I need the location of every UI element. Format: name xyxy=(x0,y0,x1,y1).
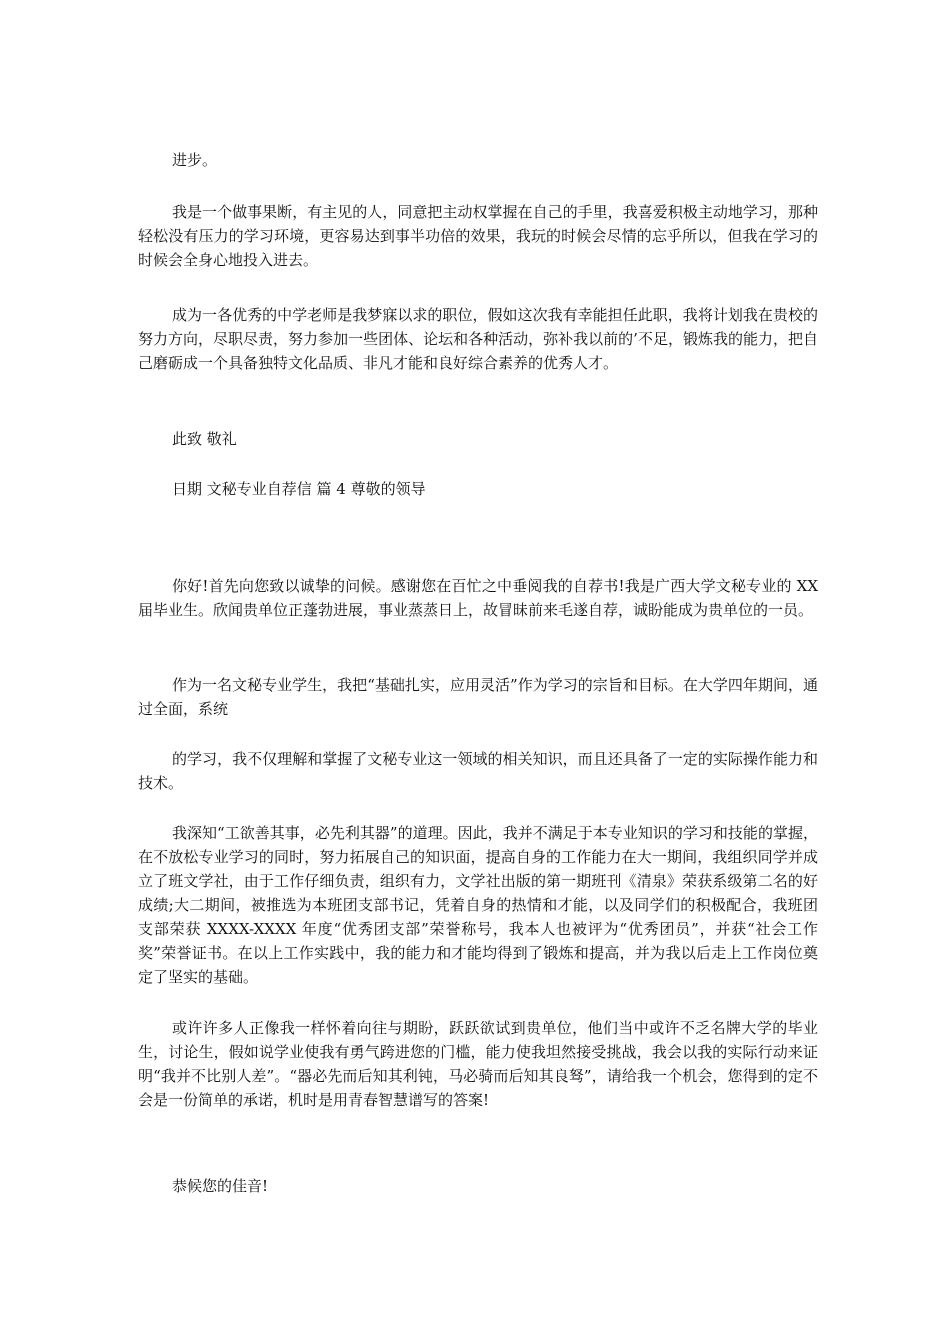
paragraph-closing: 恭候您的佳音! xyxy=(172,1177,269,1195)
paragraph-personality: 我是一个做事果断，有主见的人，同意把主动权掌握在自己的手里，我喜爱积极主动地学习，那种轻松没有压力的学习环境，更容易达到事半功倍的效果，我玩的时候会尽情的忘乎所以，但我在学习的时候会全身心地投入进去。 xyxy=(138,203,818,269)
paragraph-study-result: 的学习，我不仅理解和掌握了文秘专业这一领域的相关知识，而且还具备了一定的实际操作能力和技术。 xyxy=(138,750,818,792)
paragraph-progress: 进步。 xyxy=(172,151,218,169)
paragraph-salutation: 此致 敬礼 xyxy=(172,430,237,448)
paragraph-date-heading: 日期 文秘专业自荐信 篇 4 尊敬的领导 xyxy=(172,480,426,498)
paragraph-study-aim: 作为一名文秘专业学生，我把“基础扎实，应用灵活”作为学习的宗旨和目标。在大学四年期间，通过全面，系统 xyxy=(138,676,818,718)
paragraph-experience: 我深知“工欲善其事，必先利其器”的道理。因此，我并不满足于本专业知识的学习和技能的掌握，在不放松专业学习的同时，努力拓展自己的知识面，提高自身的工作能力在大一期间，我组织同学并成立了班文学社，由于工作仔细负责，组织有力，文学社出版的第一期班刊《清泉》荣获系级第二名的好成绩;大二期间，被推选为本班团支部书记，凭着自身的热情和才能，以及同学们的积极配合，我班团支部荣获 XXXX-XXXX 年度“优秀团支部”荣誉称号，我本人也被评为“优秀团员”，并获“社会工作奖”荣誉证书。在以上工作实践中，我的能力和才能均得到了锻炼和提高，并为我以后走上工作岗位奠定了坚实的基础。 xyxy=(138,824,818,986)
paragraph-request: 或许许多人正像我一样怀着向往与期盼，跃跃欲试到贵单位，他们当中或许不乏名牌大学的毕业生，讨论生，假如说学业使我有勇气跨进您的门槛，能力使我坦然接受挑战，我会以我的实际行动来证明“我并不比别人差”。“器必先而后知其利钝，马必骑而后知其良驽”，请给我一个机会，您得到的定不会是一份简单的承诺，机时是用青春智慧谱写的答案! xyxy=(138,1019,818,1109)
paragraph-greeting: 你好!首先向您致以诚挚的问候。感谢您在百忙之中垂阅我的自荐书!我是广西大学文秘专业的 XX 届毕业生。欣闻贵单位正蓬勃进展，事业蒸蒸日上，故冒昧前来毛遂自荐，诚盼能成为贵单位的一员。 xyxy=(138,577,818,619)
paragraph-goal: 成为一各优秀的中学老师是我梦寐以求的职位，假如这次我有幸能担任此职，我将计划我在贵校的努力方向，尽职尽责，努力参加一些团体、论坛和各种活动，弥补我以前的’不足，锻炼我的能力，把自己磨砺成一个具备独特文化品质、非凡才能和良好综合素养的优秀人才。 xyxy=(138,306,818,372)
